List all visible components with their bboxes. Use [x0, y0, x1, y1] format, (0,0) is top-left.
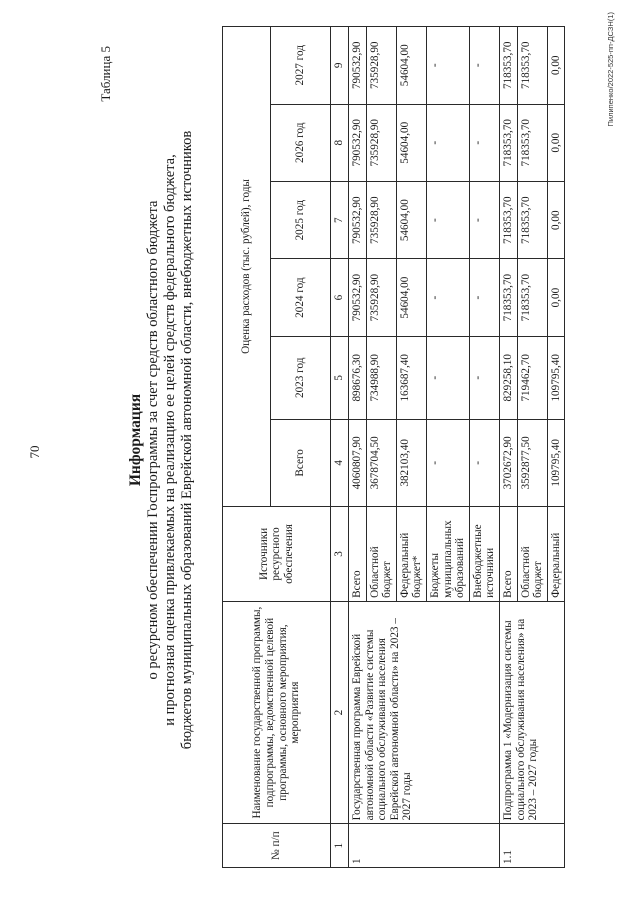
- value-cell: -: [469, 419, 499, 506]
- value-cell: 718353,70: [517, 27, 547, 105]
- row-num: 1.1: [499, 824, 564, 868]
- value-cell: 719462,70: [517, 336, 547, 419]
- value-cell: 109795,40: [547, 336, 565, 419]
- header-source: Источники ресурсного обеспечения: [223, 506, 331, 601]
- value-cell: 735928,90: [366, 259, 396, 336]
- value-cell: 54604,00: [396, 104, 426, 181]
- document-code: Пилипенко/2022-525-пп-ДСЗН(1): [606, 12, 615, 127]
- value-cell: 718353,70: [517, 181, 547, 258]
- value-cell: 382103,40: [396, 419, 426, 506]
- resource-table: [222, 26, 565, 868]
- value-cell: -: [469, 181, 499, 258]
- index-cell: 9: [331, 27, 349, 105]
- table-row: [349, 27, 367, 868]
- row-source: Всего: [499, 506, 517, 601]
- value-cell: 54604,00: [396, 27, 426, 105]
- row-source: Бюджеты муниципальных образований: [426, 506, 469, 601]
- value-cell: 718353,70: [517, 104, 547, 181]
- row-source: Федеральный: [547, 506, 565, 601]
- column-index-row: [331, 27, 349, 868]
- value-cell: 54604,00: [396, 259, 426, 336]
- value-cell: 790532,90: [349, 259, 367, 336]
- value-cell: 54604,00: [396, 181, 426, 258]
- title-line-1: о ресурсном обеспечении Госпрограммы за счет средств областного бюджета: [145, 200, 161, 680]
- value-cell: 163687,40: [396, 336, 426, 419]
- table-label: Таблица 5: [98, 46, 113, 102]
- value-cell: 735928,90: [366, 181, 396, 258]
- value-cell: 829258,10: [499, 336, 517, 419]
- index-cell: 7: [331, 181, 349, 258]
- value-cell: 735928,90: [366, 104, 396, 181]
- value-cell: 718353,70: [499, 181, 517, 258]
- value-cell: -: [426, 419, 469, 506]
- row-source: Областной бюджет: [366, 506, 396, 601]
- header-total: Всего: [271, 419, 331, 506]
- header-num: № п/п: [223, 824, 331, 868]
- value-cell: -: [469, 259, 499, 336]
- header-year-2023: 2023 год: [271, 336, 331, 419]
- header-year-2024: 2024 год: [271, 259, 331, 336]
- value-cell: 718353,70: [499, 27, 517, 105]
- header-year-2027: 2027 год: [271, 27, 331, 105]
- index-cell: 5: [331, 336, 349, 419]
- value-cell: -: [426, 181, 469, 258]
- title-line-2: и прогнозная оценка привлекаемых на реализацию ее целей средств федерального бюджета,: [162, 154, 178, 726]
- table-row: [499, 27, 517, 868]
- index-cell: 8: [331, 104, 349, 181]
- value-cell: 735928,90: [366, 27, 396, 105]
- value-cell: 3678704,50: [366, 419, 396, 506]
- value-cell: -: [469, 104, 499, 181]
- value-cell: 898676,30: [349, 336, 367, 419]
- value-cell: -: [426, 104, 469, 181]
- value-cell: -: [426, 336, 469, 419]
- value-cell: 718353,70: [517, 259, 547, 336]
- value-cell: 0,00: [547, 181, 565, 258]
- value-cell: 0,00: [547, 259, 565, 336]
- value-cell: -: [426, 27, 469, 105]
- value-cell: 790532,90: [349, 27, 367, 105]
- row-source: Федеральный бюджет*: [396, 506, 426, 601]
- header-year-2025: 2025 год: [271, 181, 331, 258]
- title-line-3: бюджетов муниципальных образований Еврейской автономной области, внебюджетных источников: [179, 130, 195, 750]
- row-num: 1: [349, 824, 500, 868]
- value-cell: 790532,90: [349, 181, 367, 258]
- value-cell: 718353,70: [499, 104, 517, 181]
- row-source: Всего: [349, 506, 367, 601]
- header-name: Наименование государственной программы, подпрограммы, ведомственной целевой программы, основного мероприятия, мероприятия: [223, 601, 331, 824]
- row-name: Государственная программа Еврейской автономной области «Развитие системы социального обслуживания населения Еврейской автономной области» на 2023 – 2027 годы: [349, 601, 500, 824]
- row-source: Внебюджетные источники: [469, 506, 499, 601]
- value-cell: -: [426, 259, 469, 336]
- value-cell: 3592877,50: [517, 419, 547, 506]
- title-block: [126, 35, 196, 845]
- value-cell: 3702672,90: [499, 419, 517, 506]
- index-cell: 6: [331, 259, 349, 336]
- value-cell: 4060807,90: [349, 419, 367, 506]
- value-cell: -: [469, 27, 499, 105]
- row-source: Областной бюджет: [517, 506, 547, 601]
- value-cell: 109795,40: [547, 419, 565, 506]
- value-cell: 0,00: [547, 27, 565, 105]
- value-cell: 734988,90: [366, 336, 396, 419]
- header-year-2026: 2026 год: [271, 104, 331, 181]
- header-estimate: Оценка расходов (тыс. рублей), годы: [223, 27, 271, 507]
- index-cell: 3: [331, 506, 349, 601]
- index-cell: 1: [331, 824, 349, 868]
- page-number: 70: [27, 445, 42, 459]
- value-cell: -: [469, 336, 499, 419]
- title-main: Информация: [127, 393, 144, 487]
- index-cell: 2: [331, 601, 349, 824]
- value-cell: 0,00: [547, 104, 565, 181]
- value-cell: 718353,70: [499, 259, 517, 336]
- value-cell: 790532,90: [349, 104, 367, 181]
- index-cell: 4: [331, 419, 349, 506]
- row-name: Подпрограмма 1 «Модернизация системы социального обслуживания населения» на 2023 – 2027 годы: [499, 601, 564, 824]
